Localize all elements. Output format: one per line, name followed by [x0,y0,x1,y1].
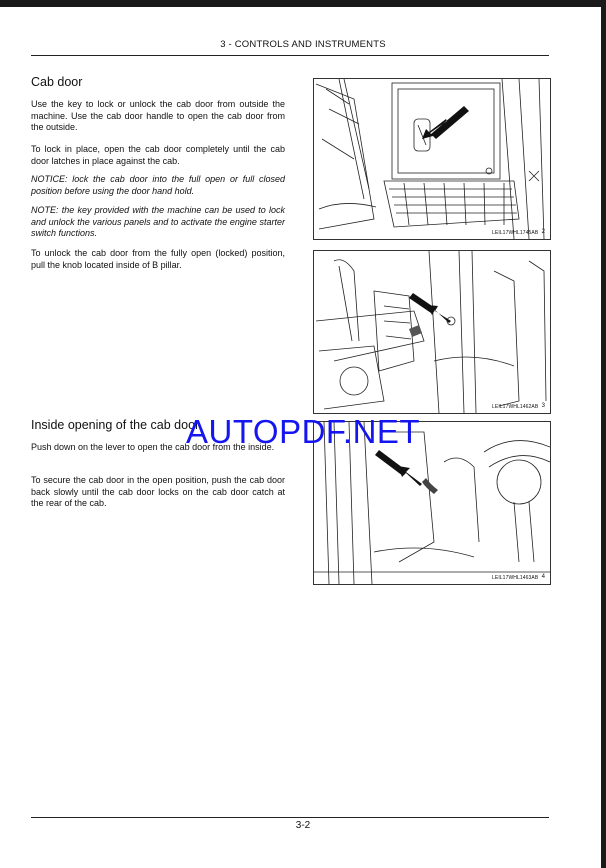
cab-door-note: NOTE: the key provided with the machine can be used to lock and unlock the various panels and to activate the engine starter switch functions. [31,205,285,238]
inside-opening-paragraph-1: Push down on the lever to open the cab door from the inside. [31,442,275,452]
right-border-bar [601,0,606,868]
figure-4-code: LEIL17WHL1463AB [492,575,539,581]
page-number: 3-2 [295,820,311,831]
chapter-header: 3 - CONTROLS AND INSTRUMENTS [220,39,386,50]
figure-2-illustration [314,79,550,239]
figure-3-illustration [314,251,550,413]
inside-opening-paragraph-2: To secure the cab door in the open position, push the cab door back slowly until the cab door locks on the cab door catch at the rear of the cab. [31,475,285,508]
cab-door-paragraph-1: Use the key to lock or unlock the cab door from outside the machine. Use the cab door handle to open the cab door from the outside. [31,99,285,132]
figure-4-number: 4 [541,574,545,580]
cab-door-notice: NOTICE: lock the cab door into the full open or full closed position before using the door hand hold. [31,174,285,196]
section-title-inside-opening: Inside opening of the cab door [31,418,200,432]
cab-door-paragraph-5: To unlock the cab door from the fully open (locked) position, pull the knob located inside of B pillar. [31,248,285,270]
figure-3-b-pillar-knob [313,250,551,414]
watermark-text: AUTOPDF.NET [186,413,421,450]
figure-2-cab-door-exterior [313,78,551,240]
figure-3-code: LEIL17WHL1462AB [492,404,539,410]
figure-2-code: LEIL17WHL1745AB [492,230,539,236]
cab-door-paragraph-2: To lock in place, open the cab door completely until the cab door latches in place against the cab. [31,144,285,166]
section-title-cab-door: Cab door [31,75,83,89]
header-rule [31,55,549,56]
top-border-bar [0,0,606,7]
footer-rule [31,817,549,818]
figure-2-number: 2 [541,229,545,235]
figure-3-number: 3 [541,403,545,409]
